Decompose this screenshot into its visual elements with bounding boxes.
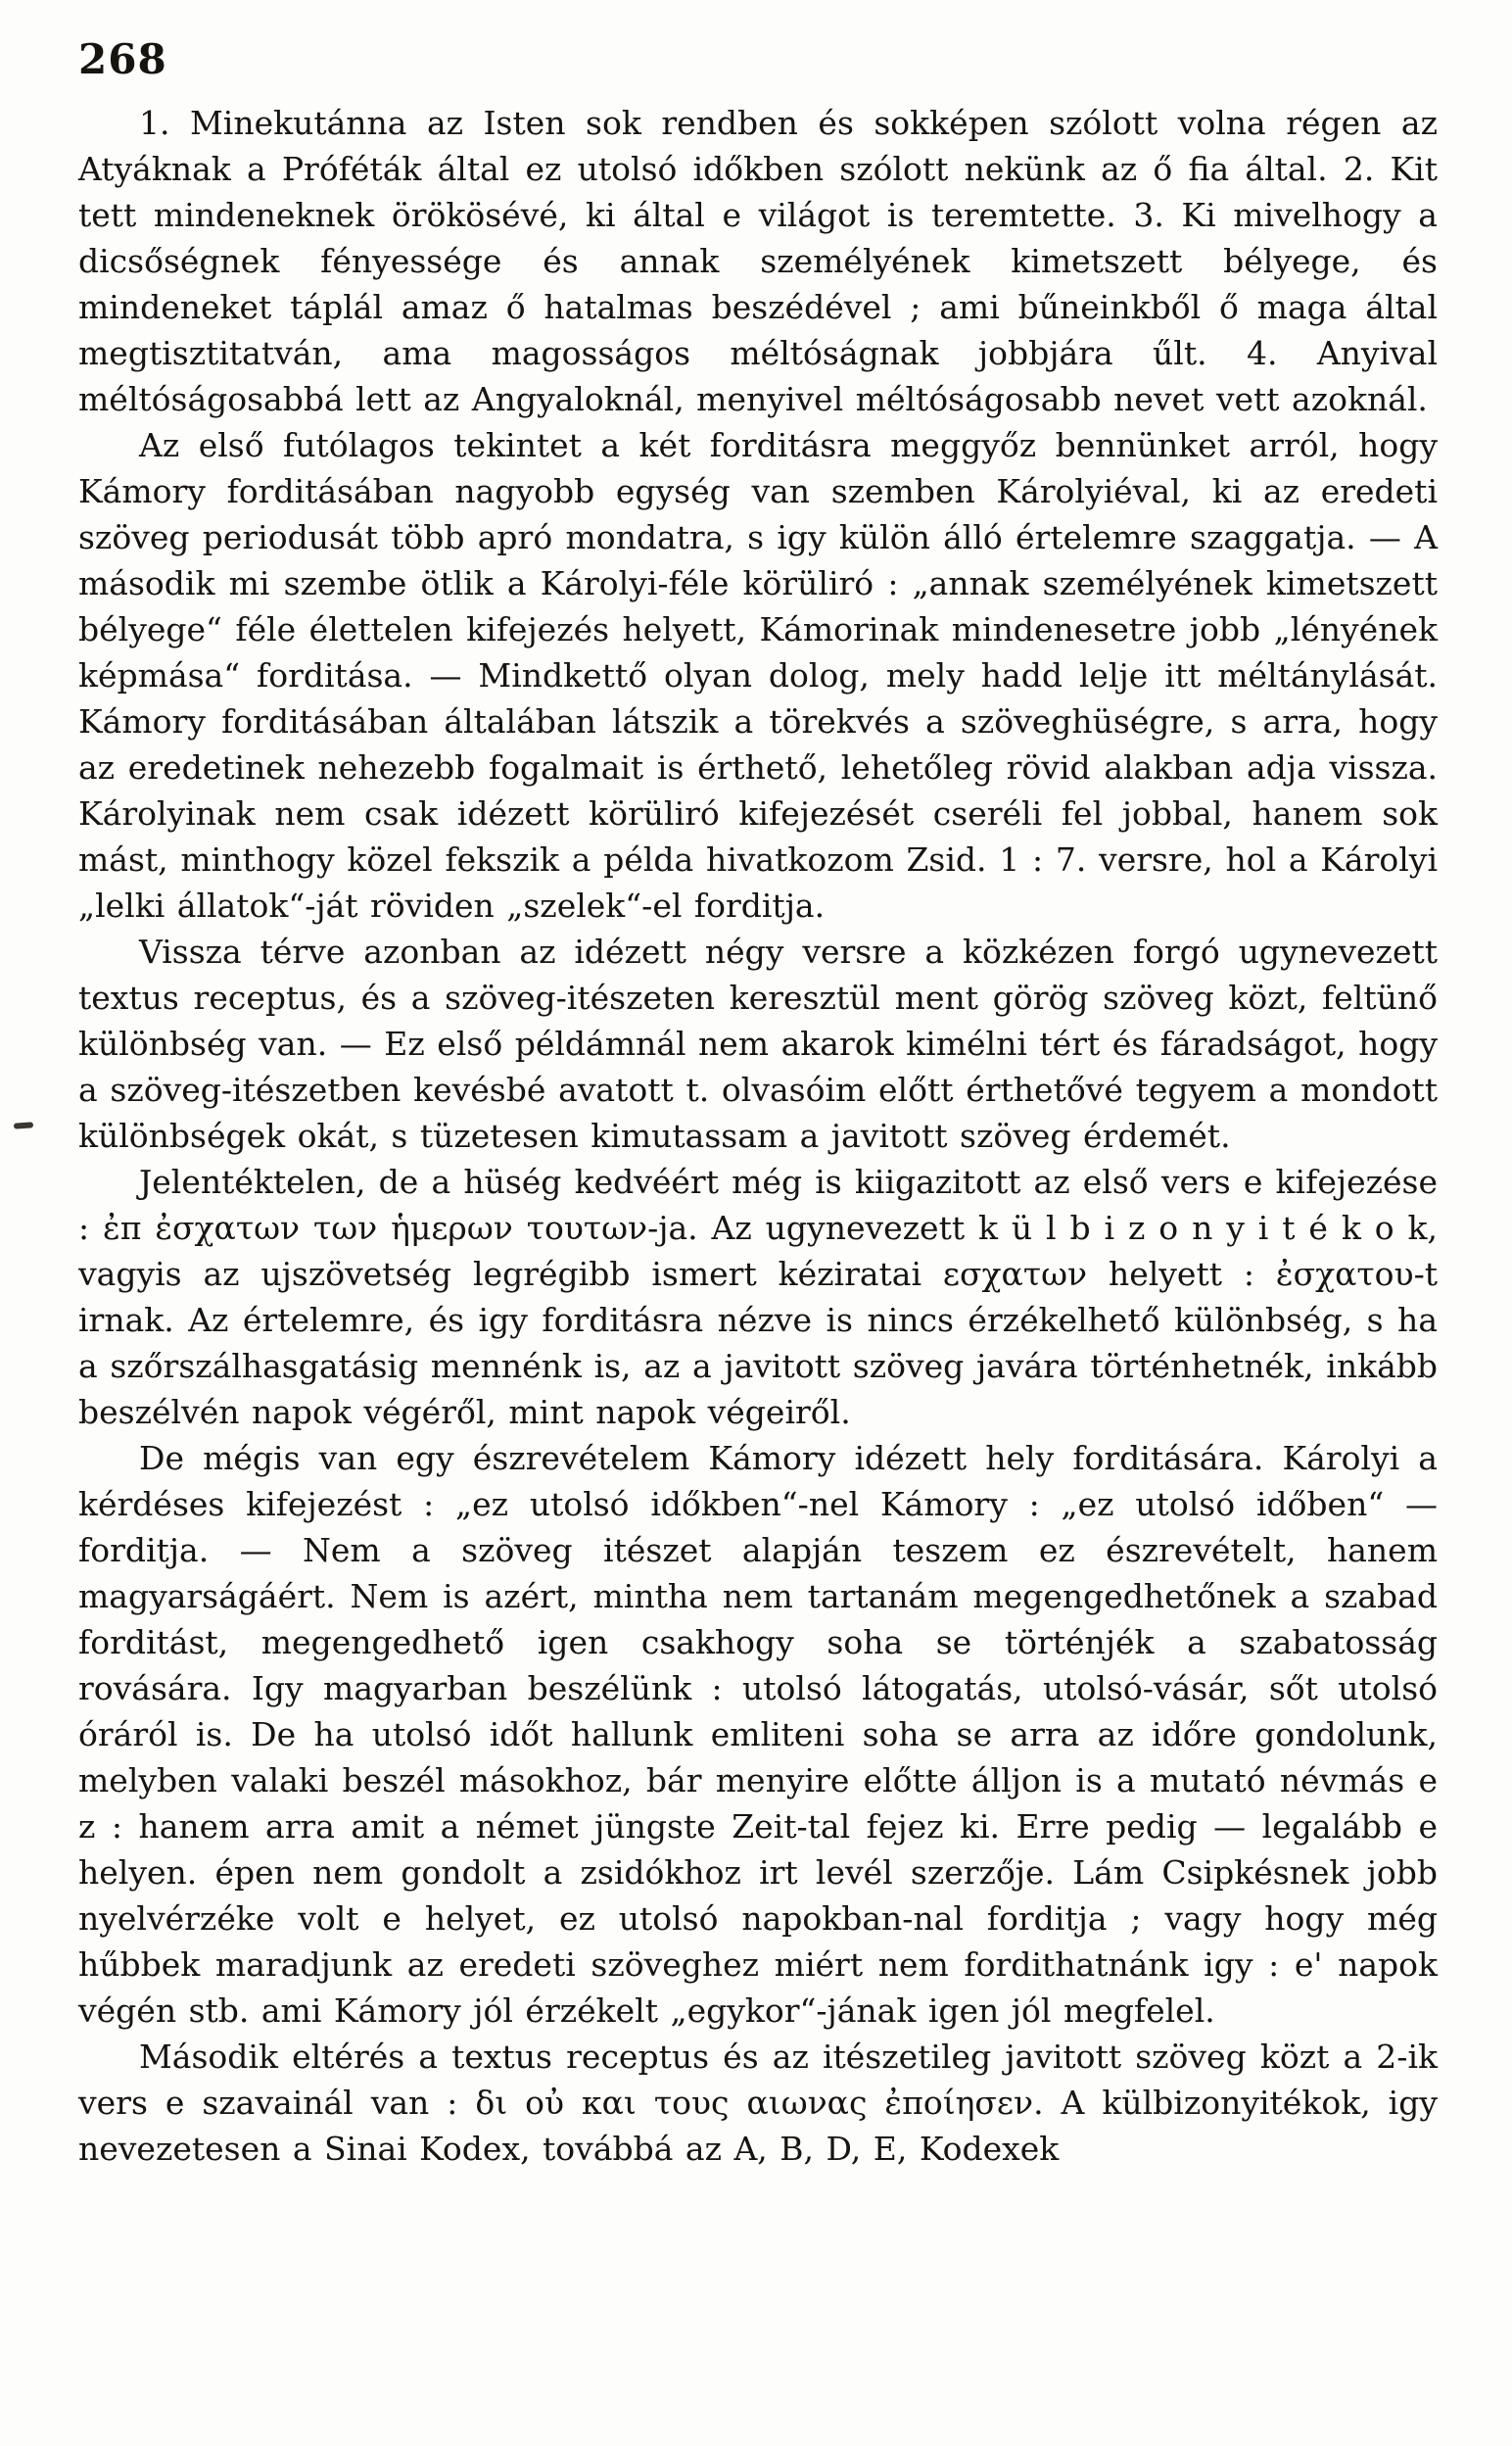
text-block bbox=[78, 35, 1438, 2172]
page-number: 268 bbox=[78, 35, 167, 83]
paragraph-textus-receptus: Vissza térve azonban az idézett négy versre a közkézen forgó ugynevezett textus receptus, és a szöveg-itészeten keresztül ment görög szöveg közt, feltünő különbség van. — Ez első példámnál nem akarok kimélni tért és fáradságot, hogy a szöveg-itészetben kevésbé avatott t. olvasóim előtt érthetővé tegyem a mondott különbségek okát, s tüzetesen kimutassam a javitott szöveg érdemét. bbox=[78, 933, 1438, 1155]
paragraph-utolso-idoben-remark: De mégis van egy észrevételem Kámory idézett hely forditására. Károlyi a kérdéses kifejezést : „ez utolsó időkben“-nel Kámory : „ez utolsó időben“ — forditja. — Nem a szöveg itészet alapján teszem ez észrevételt, hanem magyarságáért. Nem is azért, mintha nem tartanám megengedhetőnek a szabad forditást, megengedhető igen csakhogy soha se történjék a szabatosság rovására. Igy magyarban beszélünk : utolsó látogatás, utolsó-vásár, sőt utolsó óráról is. De ha utolsó időt hallunk emliteni soha se arra az időre gondolunk, melyben valaki beszél másokhoz, bár menyire előtte álljon is a mutató névmás e z : hanem arra amit a német jüngste Zeit-tal fejez ki. Erre pedig — legalább e helyen. épen nem gondolt a zsidókhoz irt levél szerzője. Lám Csipkésnek jobb nyelvérzéke volt e helyet, ez utolsó napokban-nal forditja ; vagy hogy még hűbbek maradjunk az eredeti szöveghez miért nem fordithatnánk igy : e' napok végén stb. ami Kámory jól érzékelt „egykor“-jának igen jól megfelel. bbox=[78, 1439, 1438, 2030]
paragraph-greek-variants: Jelentéktelen, de a hüség kedvéért még is kiigazitott az első vers e kifejezése : ἐπ ἐσχατων των ἡμερων τουτων-ja. Az ugynevezett k ü l b i z o n y i t é k o k, vagyis az ujszövetség legrégibb ismert kéziratai εσχατων helyett : ἐσχατου-t irnak. Az értelemre, és igy forditásra nézve is nincs érzékelhető különbség, s ha a szőrszálhasgatásig mennénk is, az a javitott szöveg javára történhetnék, inkább beszélvén napok végéről, mint napok végeiről. bbox=[78, 1163, 1438, 1431]
paragraph-bible-verses: 1. Minekutánna az Isten sok rendben és sokképen szólott volna régen az Atyáknak a Próféták által ez utolsó időkben szólott nekünk az ő fia által. 2. Kit tett mindeneknek örökösévé, ki által e világot is teremtette. 3. Ki mivelhogy a dicsőségnek fényessége és annak személyének kimetszett bélyege, és mindeneket táplál amaz ő hatalmas beszédével ; ami bűneinkből ő maga által megtisztitatván, ama magosságos méltóságnak jobbjára űlt. 4. Anyival méltóságosabbá lett az Angyaloknál, menyivel méltóságosabb nevet vett azoknál. bbox=[78, 104, 1438, 418]
paragraph-comparison-kamory-karolyi: Az első futólagos tekintet a két forditásra meggyőz bennünket arról, hogy Kámory forditásában nagyobb egység van szemben Károlyiéval, ki az eredeti szöveg periodusát több apró mondatra, s igy külön álló értelemre szaggatja. — A második mi szembe ötlik a Károlyi-féle körüliró : „annak személyének kimetszett bélyege“ féle élettelen kifejezés helyett, Kámorinak mindenesetre jobb „lényének képmása“ forditása. — Mindkettő olyan dolog, mely hadd lelje itt méltánylását. Kámory forditásában általában látszik a törekvés a szöveghüségre, s arra, hogy az eredetinek nehezebb fogalmait is érthető, lehetőleg rövid alakban adja vissza. Károlyinak nem csak idézett körüliró kifejezését cseréli fel jobbal, hanem sok mást, minthogy közel fekszik a példa hivatkozom Zsid. 1 : 7. versre, hol a Károlyi „lelki állatok“-ját röviden „szelek“-el forditja. bbox=[78, 426, 1438, 925]
scan-artifact-mark bbox=[14, 1122, 33, 1128]
paragraph-second-difference: Második eltérés a textus receptus és az itészetileg javitott szöveg közt a 2-ik vers e szavainál van : δι οὐ και τους αιωνας ἐποίησεν. A külbizonyitékok, igy nevezetesen a Sinai Kodex, továbbá az A, B, D, E, Kodexek bbox=[78, 2038, 1438, 2168]
